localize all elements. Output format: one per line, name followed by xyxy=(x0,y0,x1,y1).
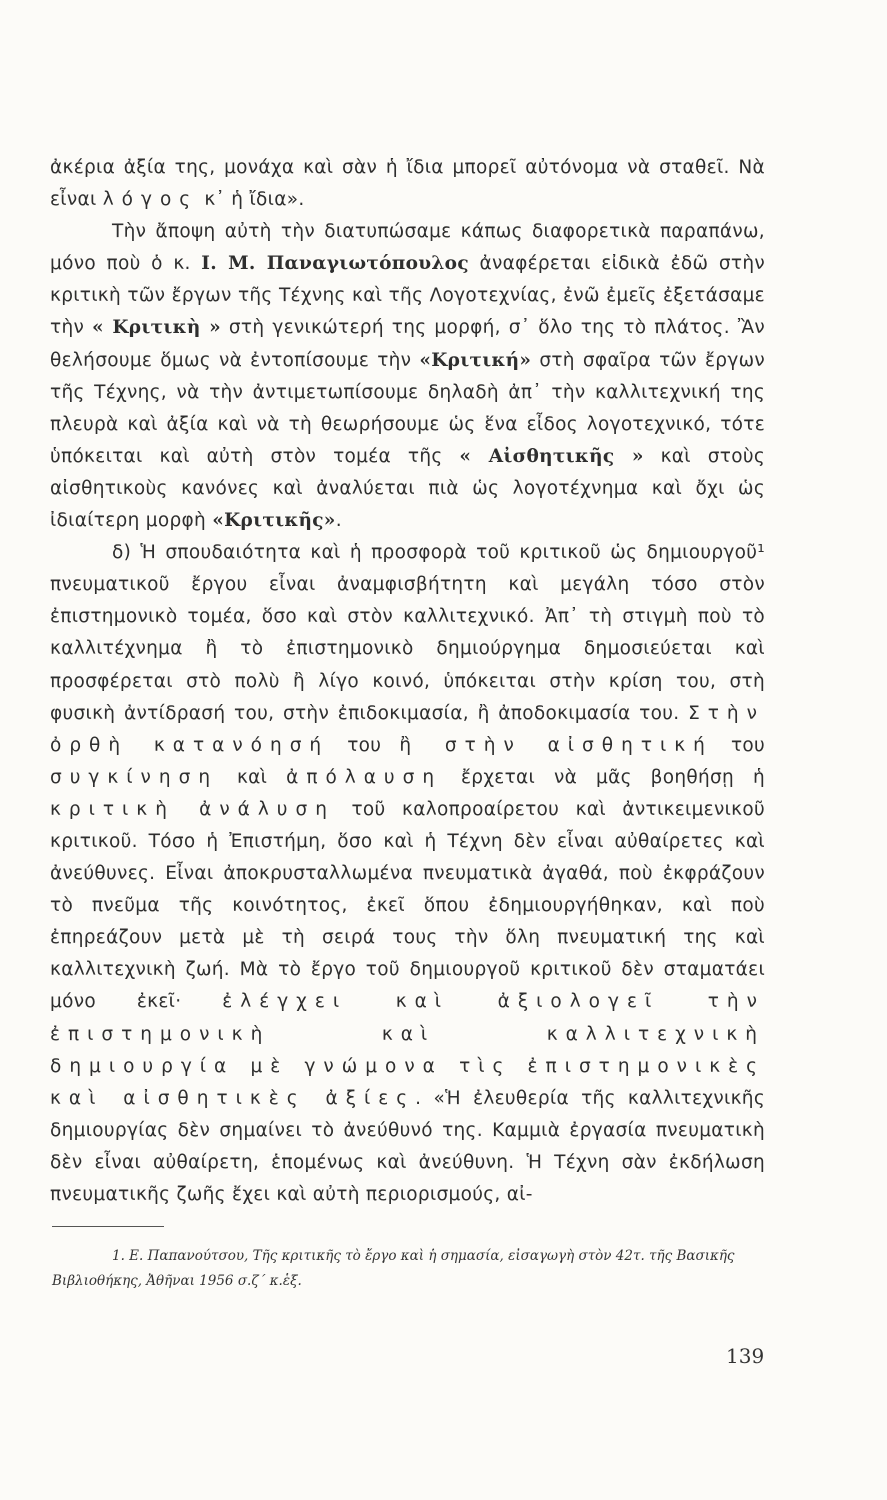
body-text xyxy=(50,152,765,1211)
spaced-emphasis: ἐλέγχει καὶ ἀξιολογεῖ τὴν ἐπιστημονικὴ καὶ καλλιτεχνικὴ δημιουργία μὲ γνώμονα τὶς ἐπιστημονικὲς καὶ αἰσθητικὲς ἀξίες xyxy=(50,991,765,1109)
text-run: καὶ xyxy=(218,766,287,788)
text-run: . xyxy=(335,510,342,532)
text-run: . «Ἡ ἐλευθερία τῆς καλλιτεχνικῆς δημιουργίας δὲν σημαίνει τὸ ἀνεύθυνό της. Καμμιὰ ἐργασία πνευματικὴ δὲν εἶναι αὐθαίρετη, ἑπομένως καὶ ἀνεύθυνη. Ἡ Τέχνη σὰν ἐκδήλωση πνευματικῆς ζωῆς ἔχει καὶ αὐτὴ περιορισμούς, αἰ- xyxy=(50,1087,765,1205)
footnote: 1. Ε. Παπανούτσου, Τῆς κριτικῆς τὸ ἔργο καὶ ἡ σημασία, εἰσαγωγὴ στὸν 42τ. τῆς Βασικῆς Βιβλιοθήκης, Ἀθῆναι 1956 σ.ζ΄ κ.ἑξ. xyxy=(52,1248,735,1289)
text-run: του xyxy=(712,734,765,756)
footnote-divider xyxy=(52,1226,164,1227)
paragraph xyxy=(50,216,765,537)
text-run: καὶ στοὺς αἰσθητικοὺς κανόνες καὶ ἀναλύεται πιὰ ὡς λογοτέχνημα καὶ ὄχι ὡς ἰδιαίτερη μορφὴ xyxy=(50,445,765,532)
spaced-emphasis: ἢ στὴν αἰσθητική xyxy=(399,734,713,756)
spaced-emphasis: κριτικὴ ἀνάλυση xyxy=(50,798,335,820)
text-run: Τὴν ἄποψη αὐτὴ τὴν διατυπώσαμε κάπως διαφορετικὰ παραπάνω, μόνο ποὺ ὁ κ. xyxy=(50,221,765,275)
bold-term: « Αἰσθητικῆς » xyxy=(459,445,644,467)
text-run: ἀναφέρεται εἰδικὰ ἐδῶ στὴν κριτικὴ τῶν ἔργων τῆς Τέχνης καὶ τῆς Λογοτεχνίας, ἐνῶ ἐμεῖς ἐξετάσαμε τὴν xyxy=(50,253,765,339)
text-run: δ) Ἡ σπουδαιότητα καὶ ἡ προσφορὰ τοῦ κριτικοῦ ὡς δημιουργοῦ¹ πνευματικοῦ ἔργου εἶναι ἀναμφισβήτητη καὶ μεγάλη τόσο στὸν ἐπιστημονικὸ τομέα, ὅσο καὶ στὸν καλλιτεχνικό. Ἀπ᾽ τὴ στιγμὴ ποὺ τὸ καλλιτέχνημα ἢ τὸ ἐπιστημονικὸ δημιούργημα δημοσιεύεται καὶ προσφέρεται στὸ πολὺ ἢ λίγο κοινό, ὑπόκειται στὴν κρίση του, στὴ φυσικὴ ἀντίδρασή του, στὴν ἐπιδοκιμασία, ἢ ἀποδοκιμασία του. xyxy=(50,542,765,724)
spaced-emphasis: ἀπόλαυση xyxy=(286,766,443,788)
text-run: στὴ γενικώτερή της μορφή, σ᾽ ὅλο της τὸ πλάτος. Ἂν θελήσουμε ὅμως νὰ ἐντοπίσουμε τὴν xyxy=(50,317,765,371)
paragraph xyxy=(50,537,765,1211)
spaced-emphasis: λόγος xyxy=(102,189,199,211)
text-run: στὴ σφαῖρα τῶν ἔργων τῆς Τέχνης, νὰ τὴν ἀντιμετωπίσουμε δηλαδὴ ἀπ᾽ τὴν καλλιτεχνική της πλευρὰ καὶ ἀξία καὶ νὰ τὴ θεωρήσουμε ὡς ἕνα εἶδος λογοτεχνικό, τότε ὑπόκειται καὶ αὐτὴ στὸν τομέα τῆς xyxy=(50,349,766,467)
text-run: ἔρχεται νὰ μᾶς βοηθήσῃ ἡ xyxy=(442,766,765,788)
page-number: 139 xyxy=(726,1344,765,1368)
text-run: του xyxy=(329,734,400,756)
paragraph xyxy=(50,152,765,216)
text-run: τοῦ καλοπροαίρετου καὶ ἀντικειμενικοῦ κριτικοῦ. Τόσο ἡ Ἐπιστήμη, ὅσο καὶ ἡ Τέχνη δὲν εἶναι αὐθαίρετες καὶ ἀνεύθυνες. Εἶναι ἀποκρυσταλλωμένα πνευματικὰ ἀγαθά, ποὺ ἐκφράζουν τὸ πνεῦμα τῆς κοινότητος, ἐκεῖ ὅπου ἐδημιουργήθηκαν, καὶ ποὺ ἐπηρεάζουν μετὰ μὲ τὴ σειρά τους τὴν ὅλη πνευματική της καὶ καλλιτεχνικὴ ζωή. Μὰ τὸ ἔργο τοῦ δημιουργοῦ κριτικοῦ δὲν σταματάει μόνο ἐκεῖ· xyxy=(50,798,765,1013)
bold-term: « Κριτικὴ » xyxy=(92,317,221,339)
bold-term: «Κριτικῆς» xyxy=(212,510,336,532)
text-run: κ᾽ ἡ ἴδια». xyxy=(198,189,305,211)
spaced-emphasis: συγκίνηση xyxy=(50,766,219,788)
spaced-emphasis: Στὴν ὀρθὴ κατανόησή xyxy=(50,702,765,756)
bold-term: «Κριτική» xyxy=(419,349,532,371)
text-run: ἀκέρια ἀξία της, μονάχα καὶ σὰν ἡ ἴδια μπορεῖ αὐτόνομα νὰ σταθεῖ. Νὰ εἶναι xyxy=(50,157,765,211)
bold-term: Ι. Μ. Παναγιωτόπουλος xyxy=(201,253,469,275)
